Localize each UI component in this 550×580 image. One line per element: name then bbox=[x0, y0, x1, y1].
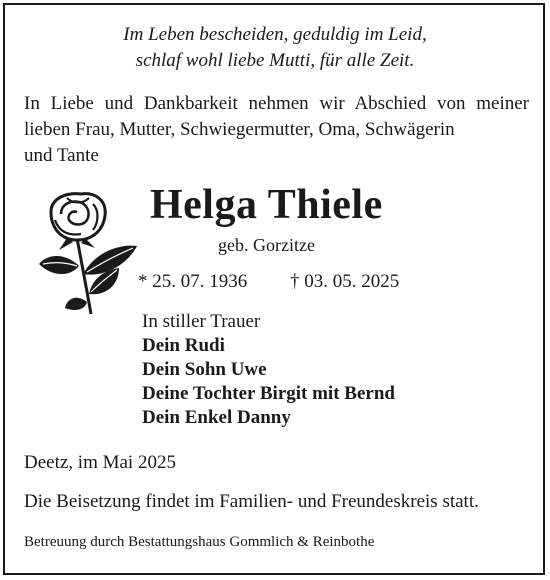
mourner: Dein Enkel Danny bbox=[142, 407, 291, 428]
intro-last-line: und Tante bbox=[24, 145, 99, 166]
mourners-lead: In stiller Trauer bbox=[142, 311, 261, 332]
funeral-note: Die Beisetzung findet im Familien- und Freundeskreis statt. bbox=[24, 491, 479, 512]
place-date: Deetz, im Mai 2025 bbox=[24, 452, 176, 473]
mourner: Deine Tochter Birgit mit Bernd bbox=[142, 383, 395, 404]
poem-line-1: Im Leben bescheiden, geduldig im Leid, bbox=[123, 24, 427, 45]
poem-line-2: schlaf wohl liebe Mutti, für alle Zeit. bbox=[135, 50, 415, 71]
death-date: † 03. 05. 2025 bbox=[290, 271, 400, 292]
life-dates bbox=[138, 270, 399, 294]
birth-name: geb. Gorzitze bbox=[218, 235, 315, 255]
intro-main: In Liebe und Dankbarkeit nehmen wir Abschied von meiner lieben Frau, Mutter, Schwiegermutter, Oma, Schwägerin bbox=[24, 93, 529, 140]
rose-icon bbox=[37, 190, 142, 320]
mourner: Dein Sohn Uwe bbox=[142, 359, 267, 380]
birth-date: * 25. 07. 1936 bbox=[138, 271, 248, 292]
poem bbox=[0, 22, 550, 74]
service-note: Betreuung durch Bestattungshaus Gommlich & Reinbothe bbox=[24, 534, 375, 550]
deceased-name: Helga Thiele bbox=[150, 182, 383, 228]
intro-text bbox=[24, 91, 529, 169]
mourners-list bbox=[142, 310, 395, 430]
mourner: Dein Rudi bbox=[142, 335, 225, 356]
